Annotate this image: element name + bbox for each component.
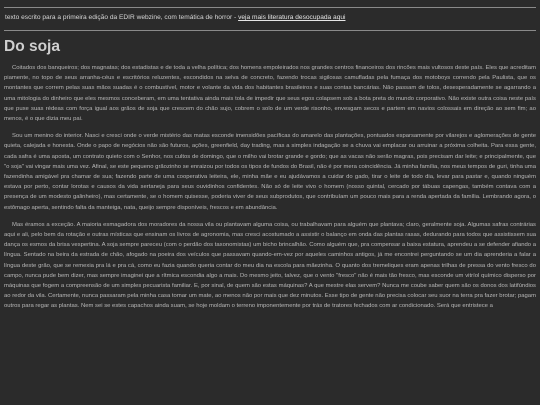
paragraph-2: Sou um menino do interior. Nasci e cresci onde o verde mistério das matas esconde imensidões pacíficas do amarelo das plantações, pontuados esparsamente por vilarejos e aglomerações de gente quieta, calejada e honesta. Onde o papo de negócios não são futuros, ações, greenfield, day trading, mas a simples indagação se a chuva vai emplacar ou arruinar a próxima colheita. Para essa gente, cada safra é uma aposta, um contrato quieto com o Senhor, nos cultos de domingo, que o milho vai brotar grande e gordo; que as vacas não serão magras, pois precisam dar leite; e principalmente, que "o soja" vai vingar mais uma vez. Afinal, se este pequeno grãozinho se enraizou por todos os tipos de fundos do Brasil, não é por mera coincidência. Já minha família, nos meus tempos de guri, tinha uma fazendinha amigável pra chamar de sua; fazendo parte de uma cooperativa leiteira, ele, minha mãe e eu ajudávamos a cuidar do gado, tirar o leite de todo dia, levar para pastar e, quando ninguém estava por perto, contar lorotas e causos da vida sertaneja para seus ouvidinhos confidentes. Não só de leite vivo o homem (nosso quintal, cercado por tábuas capengas, também contava com a presença de um modesto galinheiro), mas certamente, se o homem quisesse, poderia viver de seus subprodutos, que contribuíam um pouco mais para a renda apertada da família. Lembrando agora, o estômago aperta, sentindo falta da manteiga, nata, queijo sempre disponíveis, frescos e em abundância.: [4, 133, 536, 211]
header-divider: [4, 30, 536, 31]
intro-line: [5, 13, 535, 22]
top-divider: [4, 7, 536, 8]
more-literature-link[interactable]: veja mais literatura desocupada aqui: [238, 14, 346, 21]
paragraph-1: Coitados dos banqueiros; dos magnatas; dos estadistas e de toda a velha política; dos homens empoleirados nos grandes centros financeiros dos rincões mais vultosos deste país. Eles que acreditam piamente, no topo de seus arranha-céus e escritórios reluzentes, escondidos na selva de concreto, fazendo trocas sigilosas camufladas pela fumaça dos motoboys correndo pela Paulista, que os montantes que correm pelas suas mãos suadas é o combustível, motor e volante da vida dos habitantes brasileiros e suas contas bancárias. Não passam de tolos, desesperadamente se agarrando a uma mitologia do dinheiro que eles mesmos conceberam, em uma tentativa ainda mais tola de impedir que seus egos colapsem sob a bota preta do mundo corporativo. Não existe outra coisa neste país que puxe suas rédeas com força igual aos grãos de soja que crescem do chão sujo, cobrem o solo de um verde risonho, envesgam secos e partem em navios colossais em direção ao sem fim; ao menos, é o que dizia meu pai.: [4, 65, 536, 123]
article-title: Do soja: [4, 38, 60, 55]
intro-text: texto escrito para a primeira edição da EDIR webzine, com temática de horror -: [5, 14, 239, 21]
article-body: [4, 63, 536, 319]
paragraph-3: Mas éramos a exceção. A maioria esmagadora dos moradores da nossa vila ou plantavam alguma coisa, ou trabalhavam para alguém que plantava; claro, geralmente soja. Algumas safras contrárias aqui e ali, pelo bem da rotação e outras místicas que ensinam os livros de agronomia, mas cresci acostumado a assistir o balanço em onda das plantas rasas, dedurando para todos que assistissem sua dança os esmos da brisa vespertina. A soja sempre pareceu (com o perdão dos taxonomistas) um bicho brincalhão. Como alguém que, pra compensar a baixa estatura, aprendeu a se defender afiando a língua. Sentado na beira da estrada de chão, afogado na poeira dos veículos que passavam quando-em-vez por aqueles caminhos antigos, já me encontrei perguntando se um dia aprenderia a falar a língua deste grão, que se remexia pra lá e pra cá, como eu fazia quando queria contar do meu dia na escola para mãezinha. O quanto dos tremeliques eram apenas trilhas de pressa do vento fresco do campo, nunca pude bem dizer, mas sempre imaginei que a rítmica escondia algo a mais. Do mesmo jeito, talvez, que o vento "fresco" não é mais tão fresco, mas esconde um vitríol químico disperso por máquinas que fogem a compreensão de um simples pecuarista familiar. E, por sinal, de quem são estas máquinas? A que mestre elas servem? Nunca me coube saber quem são os donos dos latifúndios ao redor da vila. Certamente, nunca passaram pela minha casa tomar um mate, ao menos não por mais que dez minutos. Esse tipo de gente não precisa colocar seu suor na terra pra fazer brotar; pagam outros para regar as plantas. Nem sei se estes capachos ainda suam, se hoje moldam o terreno imponentemente por trás de tratores fechados com ar condicionado. Será que entristece a: [4, 221, 536, 310]
